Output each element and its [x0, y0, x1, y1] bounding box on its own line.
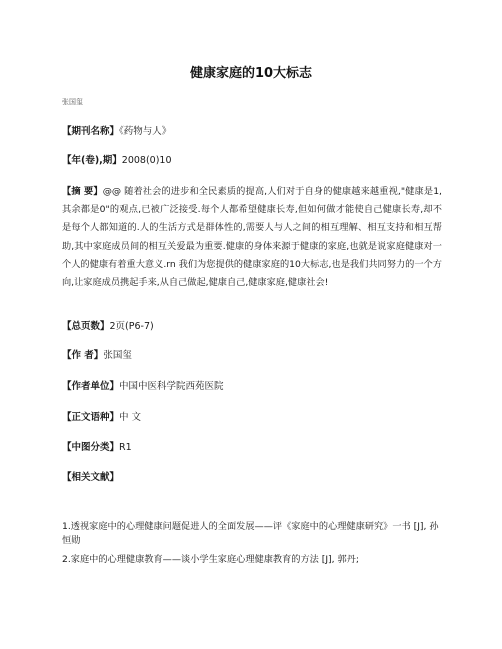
- authors-label: 【作 者】: [62, 350, 104, 361]
- pages-value: 2页(P6-7): [109, 321, 154, 332]
- document-title: 健康家庭的10大标志: [189, 66, 313, 81]
- pages-label: 【总页数】: [62, 321, 110, 332]
- abstract-label: 【摘 要】: [62, 186, 103, 197]
- year-issue-value: 2008(0)10: [121, 155, 172, 166]
- authors-field: [62, 349, 442, 362]
- references-heading: [62, 471, 442, 484]
- year-issue-label: 【年(卷),期】: [62, 155, 122, 166]
- abstract-field: [62, 183, 442, 292]
- author-line: 张国玺: [62, 98, 83, 106]
- abstract-text: @@ 随着社会的进步和全民素质的提高,人们对于自身的健康越来越重视,"健康是1,其余都是0"的观点,已被广泛接受.每个人都希望健康长寿,但如何做才能使自己健康长寿,却不是每个人都知道的.人的生活方式是群体性的,需要人与人之间的相互理解、相互支持和相互帮助,其中家庭成员间的相互关爱最为重要.健康的身体来源于健康的家庭,也就是说家庭健康对一个人的健康有着重大意义.rn 我们为您提供的健康家庭的10大标志,也是我们共同努力的一个方向,让家庭成员携起手来,从自己做起,健康自己,健康家庭,健康社会!: [62, 186, 442, 289]
- authors-value: 张国玺: [103, 350, 132, 361]
- affiliation-value: 中国中医科学院西苑医院: [119, 381, 224, 392]
- language-field: [62, 411, 442, 424]
- language-value: 中 文: [119, 412, 142, 423]
- classification-field: [62, 441, 442, 454]
- classification-value: R1: [119, 442, 132, 453]
- language-label: 【正文语种】: [62, 412, 120, 423]
- references-list: [62, 520, 442, 572]
- journal-field: [62, 125, 442, 138]
- classification-label: 【中图分类】: [62, 442, 120, 453]
- references-label: 【相关文献】: [62, 472, 120, 483]
- reference-item: 1.透视家庭中的心理健康问题促进人的全面发展——评《家庭中的心理健康研究》一书 [J], 孙恒勋: [62, 521, 439, 546]
- journal-label: 【期刊名称】: [62, 126, 120, 137]
- affiliation-field: [62, 380, 442, 393]
- affiliation-label: 【作者单位】: [62, 381, 120, 392]
- journal-value: 《药物与人》: [119, 126, 172, 137]
- year-issue-field: [62, 154, 442, 167]
- reference-item: 2.家庭中的心理健康教育——谈小学生家庭心理健康教育的方法 [J], 郭丹;: [62, 554, 359, 565]
- pages-field: [62, 320, 442, 333]
